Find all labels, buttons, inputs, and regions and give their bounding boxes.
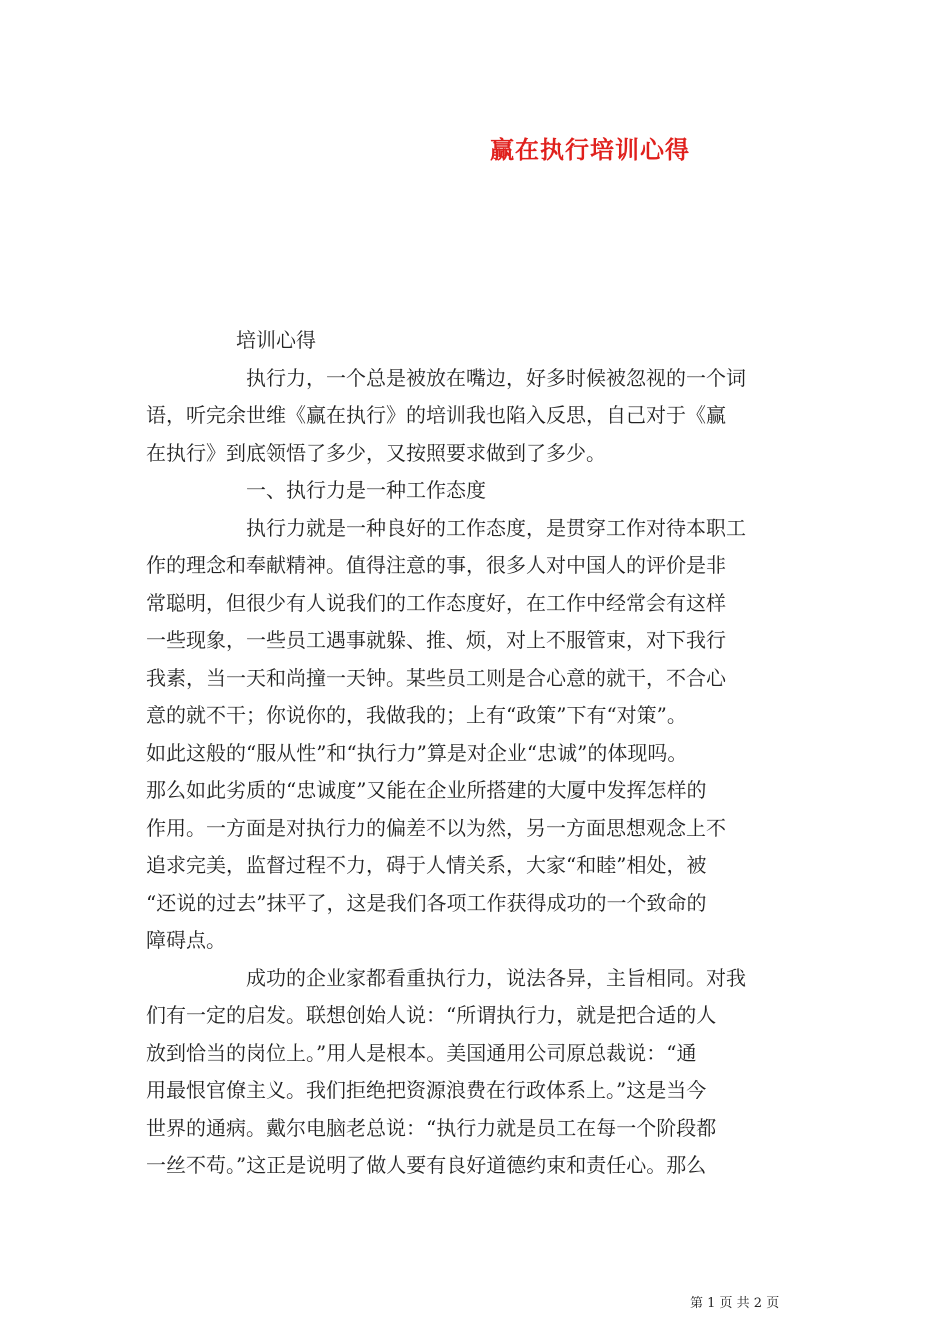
text-line: 语，听完余世维《赢在执行》的培训我也陷入反思，自己对于《赢 (146, 403, 726, 427)
text-line: 世界的通病。戴尔电脑老总说：“执行力就是员工在每一个阶段都 (146, 1115, 717, 1140)
text-line: 放到恰当的岗位上。”用人是根本。美国通用公司原总裁说：“通 (146, 1040, 697, 1065)
text-line: 意的就不干；你说你的，我做我的；上有“政策”下有“对策”。 (146, 703, 687, 727)
section-heading-one (146, 472, 836, 510)
section-heading-training (146, 322, 836, 360)
document-title: 赢在执行培训心得 (490, 135, 690, 164)
text-line: 一丝不苟。”这正是说明了做人要有良好道德约束和责任心。那么 (146, 1153, 707, 1177)
text-line: 如此这般的“服从性”和“执行力”算是对企业“忠诚”的体现吗。 (146, 740, 688, 765)
text-line: 追求完美，监督过程不力，碍于人情关系，大家“和睦”相处，被 (146, 853, 707, 877)
text-line: 常聪明，但很少有人说我们的工作态度好，在工作中经常会有这样 (146, 590, 726, 615)
paragraph-attitude (146, 510, 836, 960)
text-line: 一些现象，一些员工遇事就躲、推、烦，对上不服管束，对下我行 (146, 628, 726, 652)
paragraph-intro (146, 360, 836, 473)
text-line: 作用。一方面是对执行力的偏差不以为然，另一方面思想观念上不 (146, 815, 726, 840)
text-line: 我素，当一天和尚撞一天钟。某些员工则是合心意的就干，不合心 (146, 665, 726, 690)
text-line: 们有一定的启发。联想创始人说：“所谓执行力，就是把合适的人 (146, 1003, 717, 1027)
document-body (146, 322, 836, 1185)
text-line: 成功的企业家都看重执行力，说法各异，主旨相同。对我 (246, 965, 746, 990)
text-line: 培训心得 (236, 328, 316, 352)
paragraph-entrepreneurs (146, 960, 836, 1185)
page-footer: 第 1 页 共 2 页 (690, 1296, 780, 1311)
text-line: “还说的过去”抹平了，这是我们各项工作获得成功的一个致命的 (146, 890, 707, 915)
text-line: 那么如此劣质的“忠诚度”又能在企业所搭建的大厦中发挥怎样的 (146, 778, 707, 802)
text-line: 一、执行力是一种工作态度 (246, 478, 486, 502)
text-line: 用最恨官僚主义。我们拒绝把资源浪费在行政体系上。”这是当今 (146, 1078, 707, 1102)
text-line: 执行力就是一种良好的工作态度，是贯穿工作对待本职工 (246, 515, 746, 540)
text-line: 在执行》到底领悟了多少，又按照要求做到了多少。 (146, 440, 606, 465)
text-line: 作的理念和奉献精神。值得注意的事，很多人对中国人的评价是非 (146, 553, 726, 577)
text-line: 执行力，一个总是被放在嘴边，好多时候被忽视的一个词 (246, 365, 746, 390)
text-line: 障碍点。 (146, 928, 226, 952)
